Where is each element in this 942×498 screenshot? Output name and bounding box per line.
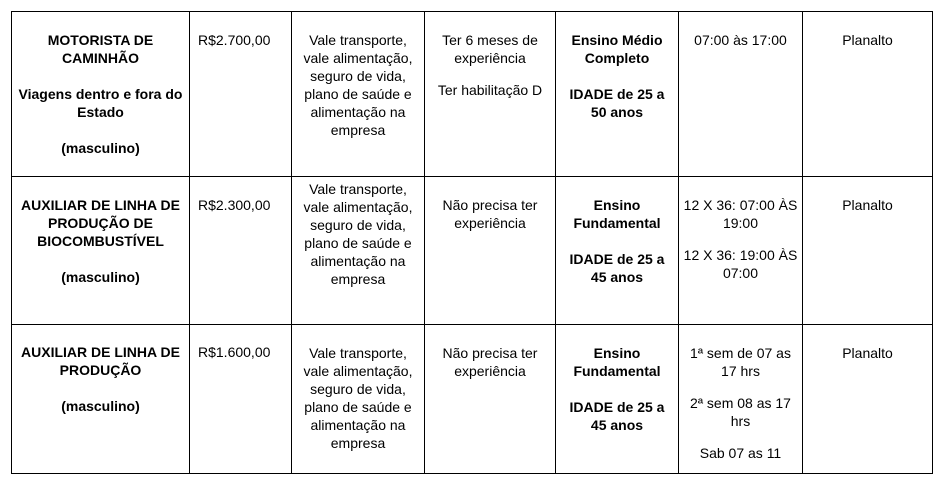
job-title: AUXILIAR DE LINHA DE PRODUÇÃO DE BIOCOMBUSTÍVEL <box>21 197 180 249</box>
education-cell <box>556 325 679 474</box>
table-row <box>12 177 933 325</box>
job-title-cell <box>12 325 190 474</box>
schedule: 07:00 às 17:00 <box>694 32 787 48</box>
education-level: Ensino Fundamental <box>573 345 661 379</box>
schedule: 1ª sem de 07 as 17 hrs <box>690 345 791 379</box>
table-row <box>12 325 933 474</box>
age-range: IDADE de 25 a 45 anos <box>569 399 665 433</box>
job-gender: (masculino) <box>61 140 140 156</box>
hours-cell <box>679 177 803 325</box>
benefits-cell: Vale transporte, vale alimentação, seguro de vida, plano de saúde e alimentação na empresa <box>292 177 425 325</box>
requirement: Não precisa ter experiência <box>442 345 538 379</box>
job-title-cell <box>12 12 190 177</box>
job-title: AUXILIAR DE LINHA DE PRODUÇÃO <box>21 344 180 378</box>
job-gender: (masculino) <box>61 269 140 285</box>
age-range: IDADE de 25 a 50 anos <box>569 86 665 120</box>
table-row <box>12 12 933 177</box>
hours-cell <box>679 12 803 177</box>
requirement: Não precisa ter experiência <box>442 197 538 231</box>
schedule: 12 X 36: 19:00 ÀS 07:00 <box>683 247 798 281</box>
salary-cell: R$1.600,00 <box>190 325 292 474</box>
education-cell <box>556 12 679 177</box>
education-cell <box>556 177 679 325</box>
location-cell: Planalto <box>803 325 933 474</box>
job-gender: (masculino) <box>61 398 140 414</box>
salary-cell: R$2.300,00 <box>190 177 292 325</box>
benefits-cell: Vale transporte, vale alimentação, seguro de vida, plano de saúde e alimentação na empresa <box>292 12 425 177</box>
requirement: Ter habilitação D <box>437 82 543 98</box>
benefits-cell: Vale transporte, vale alimentação, seguro de vida, plano de saúde e alimentação na empresa <box>292 325 425 474</box>
requirements-cell <box>425 12 556 177</box>
schedule: Sab 07 as 11 <box>699 445 782 461</box>
age-range: IDADE de 25 a 45 anos <box>569 251 665 285</box>
salary-cell: R$2.700,00 <box>190 12 292 177</box>
job-title: MOTORISTA DE CAMINHÃO <box>47 32 154 66</box>
education-level: Ensino Médio Completo <box>571 32 663 66</box>
requirement: Ter 6 meses de experiência <box>442 32 538 66</box>
schedule: 2ª sem 08 as 17 hrs <box>690 395 791 429</box>
location-cell: Planalto <box>803 177 933 325</box>
location-cell: Planalto <box>803 12 933 177</box>
requirements-cell <box>425 325 556 474</box>
job-listings-table <box>11 11 933 474</box>
job-title-cell <box>12 177 190 325</box>
education-level: Ensino Fundamental <box>573 197 661 231</box>
schedule: 12 X 36: 07:00 ÀS 19:00 <box>683 197 798 231</box>
job-note: Viagens dentro e fora do Estado <box>18 86 183 120</box>
requirements-cell <box>425 177 556 325</box>
hours-cell <box>679 325 803 474</box>
